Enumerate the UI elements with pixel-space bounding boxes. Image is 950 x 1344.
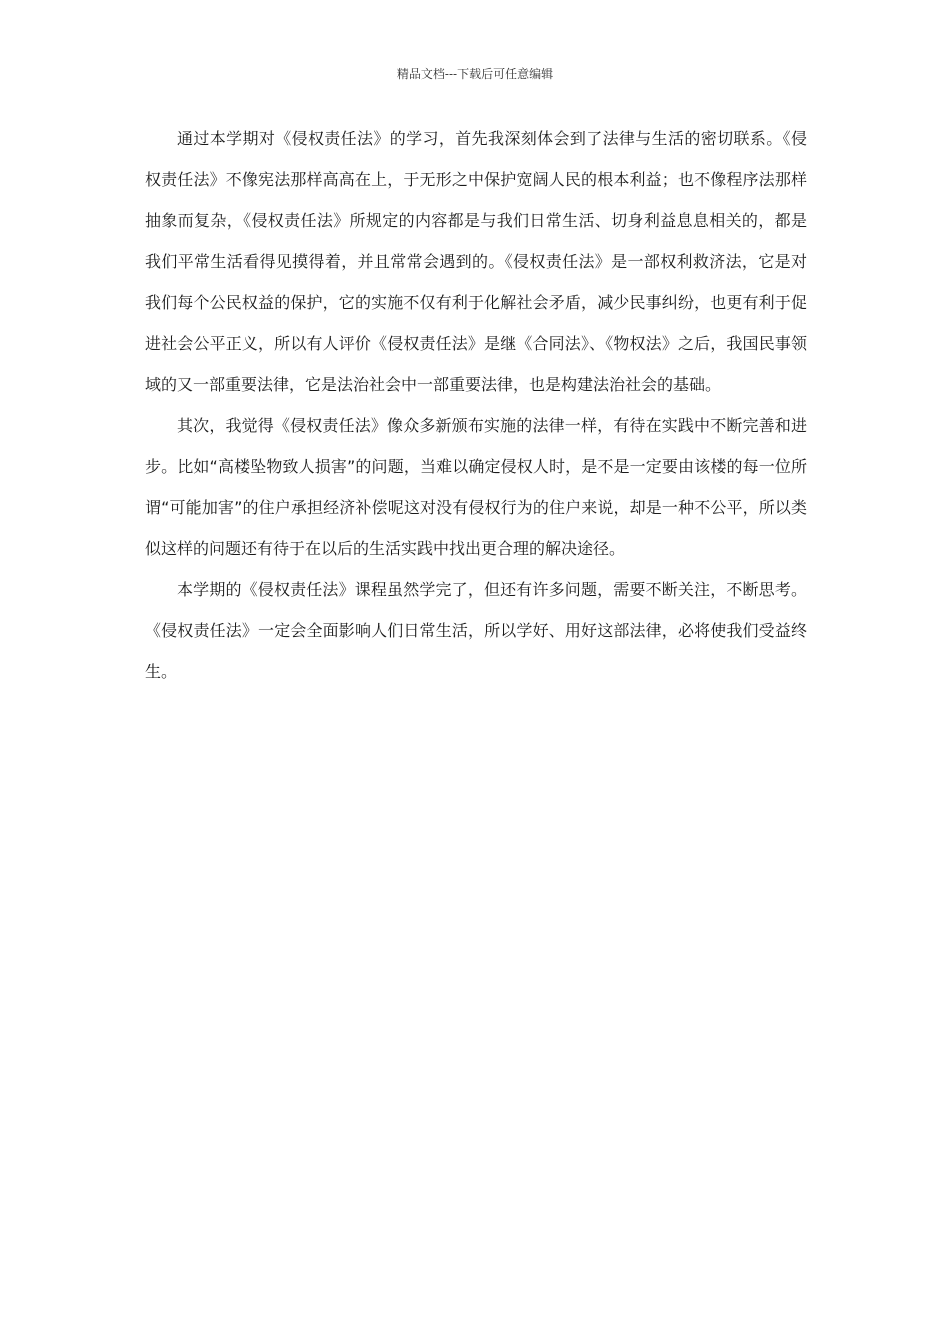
document-body — [145, 118, 807, 692]
paragraph-3: 本学期的《侵权责任法》课程虽然学完了，但还有许多问题，需要不断关注，不断思考。《侵权责任法》一定会全面影响人们日常生活，所以学好、用好这部法律，必将使我们受益终生。 — [145, 580, 807, 681]
paragraph-1: 通过本学期对《侵权责任法》的学习，首先我深刻体会到了法律与生活的密切联系。《侵权责任法》不像宪法那样高高在上，于无形之中保护宽阔人民的根本利益；也不像程序法那样抽象而复杂，《侵权责任法》所规定的内容都是与我们日常生活、切身利益息息相关的，都是我们平常生活看得见摸得着，并且常常会遇到的。《侵权责任法》是一部权利救济法，它是对我们每个公民权益的保护，它的实施不仅有利于化解社会矛盾，减少民事纠纷，也更有利于促进社会公平正义，所以有人评价《侵权责任法》是继《合同法》、《物权法》之后，我国民事领域的又一部重要法律，它是法治社会中一部重要法律，也是构建法治社会的基础。 — [145, 129, 807, 394]
page-header: 精品文档---下载后可任意编辑 — [396, 67, 554, 81]
paragraph-2: 其次，我觉得《侵权责任法》像众多新颁布实施的法律一样，有待在实践中不断完善和进步。比如“高楼坠物致人损害”的问题，当难以确定侵权人时，是不是一定要由该楼的每一位所谓“可能加害”的住户承担经济补偿呢这对没有侵权行为的住户来说，却是一种不公平，所以类似这样的问题还有待于在以后的生活实践中找出更合理的解决途径。 — [145, 416, 807, 558]
